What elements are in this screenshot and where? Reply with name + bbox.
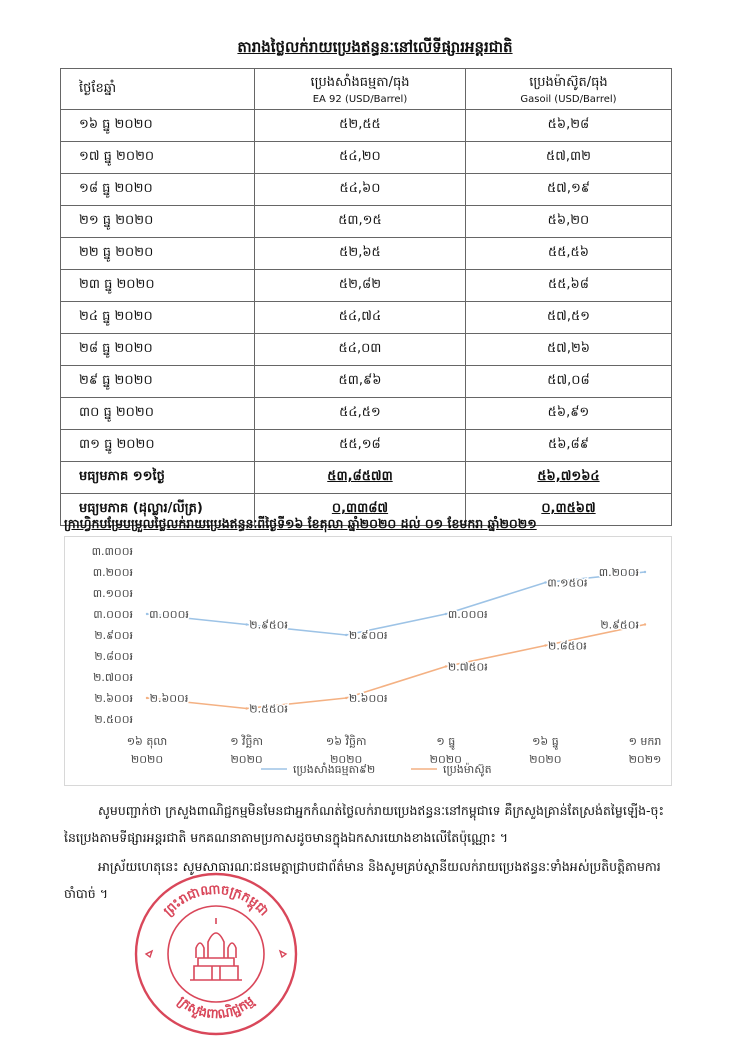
temple-icon bbox=[190, 918, 242, 980]
row-gasoil: ៥៧,៥១ bbox=[465, 302, 671, 334]
table-row bbox=[61, 398, 672, 430]
x-tick-label-year: ២០២០ bbox=[529, 753, 562, 766]
y-tick-label: ២.៦០០៛ bbox=[94, 692, 133, 705]
row-date: ២១ ធ្នូ ២០២០ bbox=[61, 206, 255, 238]
x-tick-label-year: ២០២១ bbox=[628, 753, 662, 766]
row-ea92: ៥៤,៥១ bbox=[255, 398, 466, 430]
price-chart bbox=[64, 536, 672, 786]
data-label: ៣.០០០៛ bbox=[149, 608, 189, 621]
data-label: ២.៦០០៛ bbox=[149, 692, 189, 705]
data-label: ២.៨៥០៛ bbox=[548, 639, 587, 653]
header-gasoil bbox=[465, 69, 671, 110]
y-tick-label: ៣.២០០៛ bbox=[92, 566, 133, 579]
header-gasoil-unit: Gasoil (USD/Barrel) bbox=[520, 93, 617, 105]
row-gasoil: ៥៦,៨៩ bbox=[465, 430, 671, 462]
data-label: ៣.០០០៛ bbox=[447, 608, 488, 621]
table-row bbox=[61, 302, 672, 334]
table-row bbox=[61, 334, 672, 366]
document-title: តារាងថ្លៃលក់រាយប្រេងឥន្ធនៈនៅលើទីផ្សារអន្តរជាតិ bbox=[237, 38, 513, 56]
table-row bbox=[61, 174, 672, 206]
row-gasoil: ៥៥,៦៨ bbox=[465, 270, 671, 302]
legend-label-2: ប្រេងម៉ាស៊ូត bbox=[443, 763, 492, 776]
row-gasoil: ៥៧,១៩ bbox=[465, 174, 671, 206]
row-gasoil: ៥៥,៥៦ bbox=[465, 238, 671, 270]
table-row bbox=[61, 142, 672, 174]
header-ea92-label: ប្រេងសាំងធម្មតា/ធុង bbox=[310, 74, 410, 90]
x-tick-label-year: ២០២០ bbox=[230, 753, 263, 766]
y-tick-label: ៣.១០០៛ bbox=[92, 587, 133, 600]
x-tick-label: ១ ធ្នូ bbox=[436, 735, 456, 748]
data-point bbox=[644, 571, 646, 573]
average-litre-ea92: ០,៣៣៨៧ bbox=[255, 494, 466, 526]
data-point bbox=[146, 697, 148, 699]
data-point bbox=[146, 613, 148, 615]
average-barrel-label: មធ្យមភាគ ១១ថ្ងៃ bbox=[61, 462, 255, 494]
data-point bbox=[445, 665, 447, 667]
row-date: ១៨ ធ្នូ ២០២០ bbox=[61, 174, 255, 206]
data-label: ២.៥៥០៛ bbox=[249, 702, 288, 716]
row-gasoil: ៥៧,២៦ bbox=[465, 334, 671, 366]
x-tick-label-year: ២០២០ bbox=[429, 753, 462, 766]
row-ea92: ៥៤,៧៤ bbox=[255, 302, 466, 334]
row-date: ៣០ ធ្នូ ២០២០ bbox=[61, 398, 255, 430]
data-point bbox=[245, 707, 247, 709]
row-ea92: ៥២,៥៥ bbox=[255, 110, 466, 142]
y-tick-label: ២.៩០០៛ bbox=[94, 629, 133, 642]
data-point bbox=[544, 581, 546, 583]
row-gasoil: ៥៧,៣២ bbox=[465, 142, 671, 174]
row-ea92: ៥៤,០៣ bbox=[255, 334, 466, 366]
y-tick-label: ៣.៣០០៛ bbox=[91, 545, 133, 558]
average-litre-label: មធ្យមភាគ (ដុល្លារ/លីត្រ) bbox=[61, 494, 255, 526]
data-label: ២.៩០០៛ bbox=[348, 629, 388, 642]
row-date: ២៩ ធ្នូ ២០២០ bbox=[61, 366, 255, 398]
row-date: ៣១ ធ្នូ ២០២០ bbox=[61, 430, 255, 462]
data-point bbox=[245, 623, 247, 625]
price-chart-svg bbox=[65, 537, 671, 785]
row-ea92: ៥២,៨២ bbox=[255, 270, 466, 302]
table-row bbox=[61, 238, 672, 270]
series-line-2 bbox=[147, 625, 645, 709]
table-row bbox=[61, 110, 672, 142]
seal-bottom-text: ក្រសួងពាណិជ្ជកម្ម bbox=[174, 993, 258, 1023]
instruction-paragraph: អាស្រ័យហេតុនេះ សូមសាធារណៈជនមេត្តាជ្រាបជាព័ត៌មាន និងសូមគ្រប់ស្ថានីយលក់រាយប្រេងឥន្ធនៈទាំងអស់ប្រតិបត្តិតាមការចាំបាច់ ។ bbox=[64, 859, 661, 901]
x-tick-label: ១៦ ធ្នូ bbox=[532, 735, 559, 748]
row-ea92: ៥៣,១៥ bbox=[255, 206, 466, 238]
data-label: ៣.២០០៛ bbox=[598, 566, 639, 579]
row-ea92: ៥២,៦៥ bbox=[255, 238, 466, 270]
row-gasoil: ៥៦,៩១ bbox=[465, 398, 671, 430]
data-label: ២.៩៥០៛ bbox=[600, 618, 639, 632]
row-date: ២៨ ធ្នូ ២០២០ bbox=[61, 334, 255, 366]
data-point bbox=[544, 644, 546, 646]
y-tick-label: ៣.០០០៛ bbox=[93, 608, 133, 621]
header-gasoil-label: ប្រេងម៉ាស៊ូត/ធុង bbox=[529, 74, 608, 90]
x-tick-label: ១ មករា bbox=[628, 735, 662, 748]
data-label: ៣.១៥០៛ bbox=[547, 576, 588, 590]
row-gasoil: ៥៦,២០ bbox=[465, 206, 671, 238]
header-date: ថ្ងៃខែឆ្នាំ bbox=[61, 69, 255, 110]
chart-title: ក្រាហ្វិកបម្រែបម្រួលថ្លៃលក់រាយប្រេងឥន្ធនៈពីថ្ងៃទី១៦ ខែតុលា ឆ្នាំ២០២០ ដល់ ០១ ខែមករា ឆ្នាំ២០២១ bbox=[64, 516, 537, 531]
table-header-row bbox=[61, 69, 672, 110]
header-ea92-unit: EA 92 (USD/Barrel) bbox=[312, 93, 408, 105]
row-date: ២៣ ធ្នូ ២០២០ bbox=[61, 270, 255, 302]
x-tick-label: ១ វិច្ឆិកា bbox=[230, 735, 263, 748]
row-ea92: ៥៤,៦០ bbox=[255, 174, 466, 206]
seal-emblem-icon bbox=[128, 862, 304, 1038]
data-label: ២.៧៥០៛ bbox=[447, 660, 488, 674]
data-label: ២.៩៥០៛ bbox=[249, 618, 288, 632]
x-tick-label-year: ២០២០ bbox=[330, 753, 363, 766]
y-tick-label: ២.៥០០៛ bbox=[94, 713, 133, 726]
row-gasoil: ៥៦,២៨ bbox=[465, 110, 671, 142]
row-date: ២២ ធ្នូ ២០២០ bbox=[61, 238, 255, 270]
svg-text:ក្រសួងពាណិជ្ជកម្ម bbox=[174, 994, 257, 1023]
data-point bbox=[345, 634, 347, 636]
price-table bbox=[60, 68, 672, 526]
table-row bbox=[61, 206, 672, 238]
average-litre-gasoil: ០,៣៥៦៧ bbox=[465, 494, 671, 526]
average-barrel-ea92: ៥៣,៨៥៧៣ bbox=[255, 462, 466, 494]
average-barrel-gasoil: ៥៦,៧១៦៤ bbox=[465, 462, 671, 494]
row-ea92: ៥៤,២០ bbox=[255, 142, 466, 174]
data-point bbox=[345, 697, 347, 699]
table-row bbox=[61, 270, 672, 302]
data-point bbox=[445, 613, 447, 615]
y-tick-label: ២.៨០០៛ bbox=[94, 650, 133, 663]
row-ea92: ៥៣,៩៦ bbox=[255, 366, 466, 398]
x-tick-label-year: ២០២០ bbox=[130, 753, 164, 766]
table-row bbox=[61, 430, 672, 462]
note-paragraph: សូមបញ្ជាក់ថា ក្រសួងពាណិជ្ជកម្មមិនមែនជាអ្នកកំណត់ថ្លៃលក់រាយប្រេងឥន្ធនៈនៅកម្ពុជាទេ គឺក្រសួងគ្រាន់តែស្រង់តម្លៃឡើង-ចុះ នៃប្រេងតាមទីផ្សារអន្តរជាតិ មកគណនាតាមប្រកាសដូចមានក្នុងឯកសារយោងខាងលើតែប៉ុណ្ណោះ ។ bbox=[64, 803, 664, 845]
x-tick-label: ១៦ វិច្ឆិកា bbox=[325, 735, 367, 748]
row-gasoil: ៥៧,០៨ bbox=[465, 366, 671, 398]
row-ea92: ៥៥,១៨ bbox=[255, 430, 466, 462]
row-date: ២៤ ធ្នូ ២០២០ bbox=[61, 302, 255, 334]
header-ea92 bbox=[255, 69, 466, 110]
svg-text:ព្រះរាជាណាចក្រកម្ពុជា bbox=[161, 882, 271, 919]
row-date: ១៧ ធ្នូ ២០២០ bbox=[61, 142, 255, 174]
seal-top-text: ព្រះរាជាណាចក្រកម្ពុជា bbox=[161, 882, 272, 920]
legend-label-1: ប្រេងសាំងធម្មតា៩២ bbox=[293, 763, 376, 776]
ministry-seal bbox=[128, 862, 304, 1038]
y-tick-label: ២.៧០០៛ bbox=[93, 671, 133, 684]
average-barrel-row bbox=[61, 462, 672, 494]
table-row bbox=[61, 366, 672, 398]
x-tick-label: ១៦ តុលា bbox=[126, 735, 168, 748]
row-date: ១៦ ធ្នូ ២០២០ bbox=[61, 110, 255, 142]
data-point bbox=[644, 623, 646, 625]
data-label: ២.៦០០៛ bbox=[348, 692, 388, 705]
